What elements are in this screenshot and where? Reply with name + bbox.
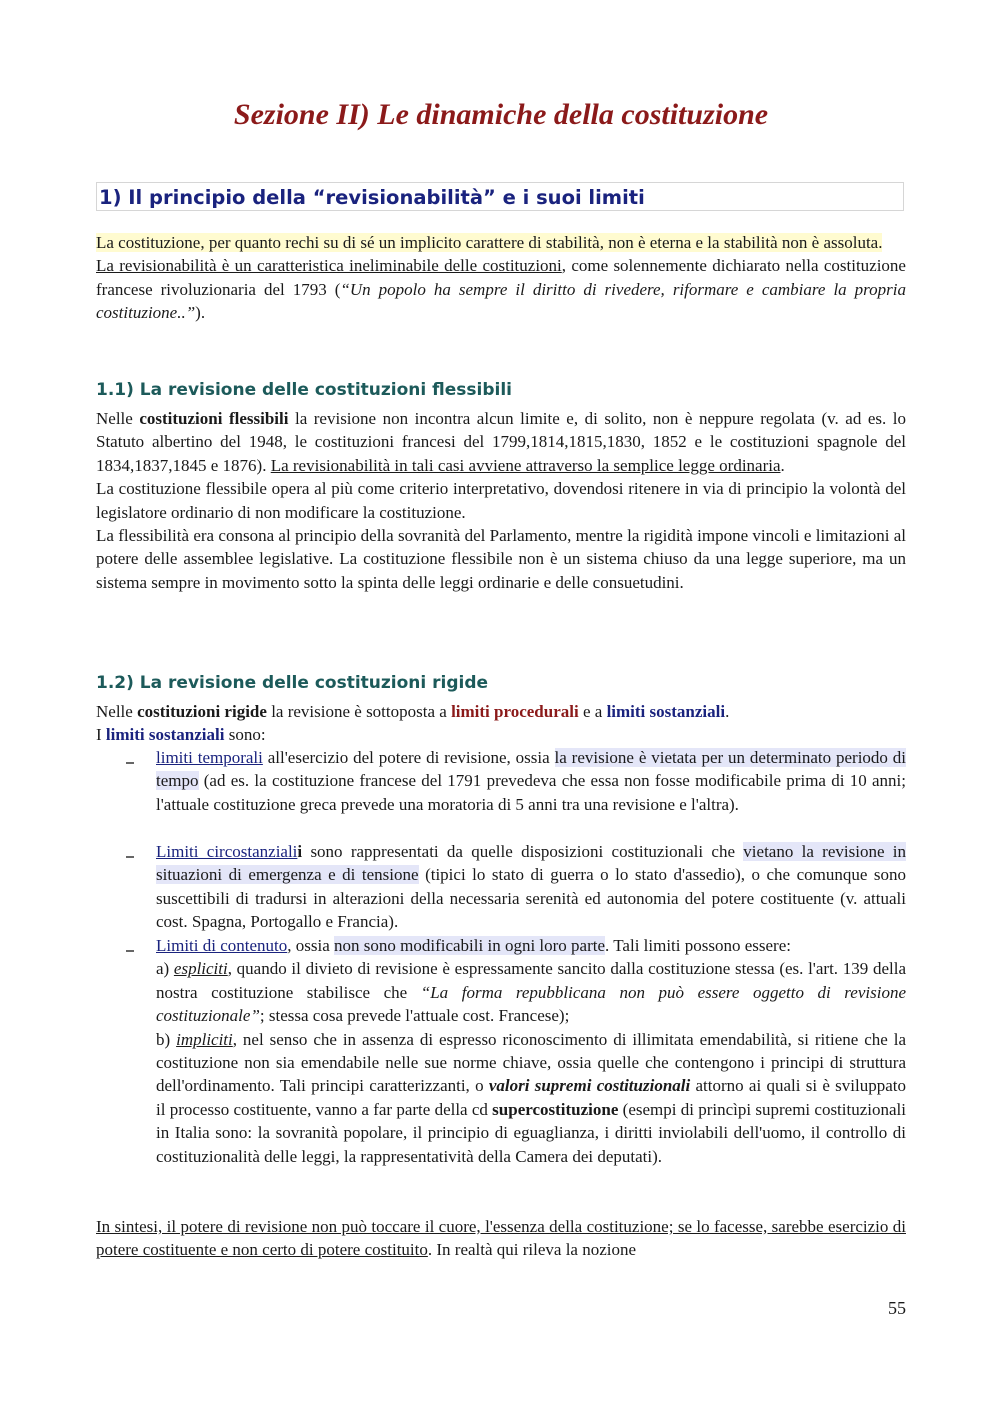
underlined-italic-text: impliciti (176, 1029, 233, 1049)
link-limiti-circostanziali[interactable]: Limiti circostanziali (156, 842, 298, 861)
text: I (96, 725, 106, 745)
text: ; stessa cosa prevede l'attuale cost. Francese); (259, 1006, 570, 1026)
sub-item-explicit (156, 957, 906, 1027)
section-1-2-heading: 1.2) La revisione delle costituzioni rigide (96, 673, 489, 693)
text: all'esercizio del potere di revisione, ossia (262, 748, 555, 767)
paragraph-rigid (96, 700, 906, 723)
text: , ossia (287, 936, 335, 955)
text: attorno ai quali si è sviluppato il processo costituente, vanno a far parte della cd (156, 1076, 906, 1119)
section-1-heading: 1) Il principio della “revisionabilità” e i suoi limiti (96, 182, 904, 211)
bullet-marker (126, 950, 134, 952)
summary-paragraph (96, 1215, 906, 1262)
quote-text: “Un popolo ha sempre il diritto di rivedere, riformare e cambiare la propria costituzione..” (96, 279, 906, 323)
text: , nel senso che in assenza di espresso riconoscimento di illimitata emendabilità, si ritiene che la costituzione non sia emendabile nelle sue norme chiave, ossia quelle che contengono i principi di struttura dell'ordinamento. Tali principi caratterizzanti, o (156, 1029, 906, 1096)
section-1-1-heading: 1.1) La revisione delle costituzioni flessibili (96, 380, 512, 400)
text: a) (156, 959, 174, 979)
text: (tipici lo stato di guerra o lo stato d'assedio), o che comunque sono suscettibili di tradursi in alterazioni della necessaria serenità ed autonomia del potere costituente (v. attuali cost. Spagna, Portogallo e Francia). (156, 865, 906, 932)
section-1-body (96, 231, 906, 325)
highlighted-text: la revisione è vietata per un determinato periodo di tempo (156, 748, 907, 791)
text: sono: (224, 725, 266, 745)
list-item-content (156, 934, 906, 1168)
text: ). (195, 303, 206, 323)
highlighted-text: La costituzione, per quanto rechi su di sé un implicito carattere di stabilità, non è eterna e la stabilità non è assoluta. (96, 233, 883, 252)
paragraph-stability (96, 231, 906, 254)
text: , come solennemente dichiarato nella costituzione francese rivoluzionaria del 1793 ( (96, 256, 906, 299)
red-bold-text: limiti procedurali (451, 702, 579, 721)
list-item-circumstantial (156, 840, 906, 934)
text: (ad es. la costituzione francese del 1791 prevedeva che essa non fosse modificabile prima di 10 anni; l'attuale costituzione greca prevede una moratoria di 5 anni tra una revisione e l'altra). (156, 771, 906, 814)
text: . (725, 702, 730, 721)
text: la revisione non incontra alcun limite e, di solito, non è neppure regolata (v. ad es. lo Statuto albertino del 1948, le costituzioni francesi del 1799,1814,1815,1830, 1852 e le costituzioni spagnole del 1834,1837,1845 e 1876). (96, 409, 906, 475)
text: , quando il divieto di revisione è espressamente sancito dalla costituzione stessa (es. l'art. 139 della nostra costituzione stabilisce che (156, 959, 906, 1002)
text: e a (578, 702, 607, 721)
text: la revisione è sottoposta a (266, 702, 452, 721)
navy-bold-text: limiti sostanziali (606, 702, 726, 721)
paragraph-flexible (96, 407, 906, 477)
section-1-2-intro (96, 700, 906, 747)
text: Nelle (96, 409, 140, 428)
link-limiti-temporali[interactable]: limiti temporali (156, 748, 263, 767)
text: sono rappresentati da quelle disposizioni costituzionali che (302, 842, 744, 861)
paragraph-interpretive: La costituzione flessibile opera al più come criterio interpretativo, dovendosi ritenere in via di principio la volontà del legislatore ordinario di non modificare la costituzione. (96, 479, 906, 522)
bullet-marker (126, 856, 134, 858)
paragraph-limits-intro (96, 723, 906, 746)
quote-text: “La forma repubblicana non può essere oggetto di revisione costituzionale” (156, 982, 906, 1026)
page-title: Sezione II) Le dinamiche della costituzione (233, 98, 769, 131)
bold-italic-text: valori supremi costituzionali (488, 1076, 691, 1096)
link-limiti-di-contenuto[interactable]: Limiti di contenuto (156, 936, 288, 955)
text: (esempi di princìpi supremi costituzionali in Italia sono: la sovranità popolare, il principio di eguaglianza, i diritti inviolabili dell'uomo, il controllo di costituzionalità delle leggi, la rappresentatività della Camera dei deputati). (156, 1099, 906, 1166)
underlined-italic-text: espliciti (173, 959, 228, 979)
text: Nelle (96, 702, 138, 721)
section-1-1-body (96, 407, 906, 594)
paragraph-sovereignty: La flessibilità era consona al principio della sovranità del Parlamento, mentre la rigidità impone vincoli e limitazioni al potere delle assemblee legislative. La costituzione flessibile non è un sistema chiuso da una legge superiore, ma un sistema sempre in movimento sotto la spinta delle leggi ordinarie e delle consuetudini. (96, 526, 906, 592)
text: . (780, 455, 785, 475)
bullet-marker (126, 762, 134, 764)
text: . In realtà qui rileva la nozione (427, 1240, 637, 1260)
underlined-text: La revisionabilità in tali casi avviene attraverso la semplice legge ordinaria (270, 455, 781, 475)
highlighted-text: vietano la revisione in situazioni di emergenza e di tensione (156, 842, 907, 885)
list-item-temporal (156, 746, 906, 816)
sub-item-implicit (156, 1028, 906, 1168)
paragraph-revisionability (96, 254, 906, 324)
bold-text: supercostituzione (492, 1099, 619, 1119)
underlined-text: La revisionabilità è un caratteristica ineliminabile delle costituzioni (96, 256, 562, 276)
bold-text: costituzioni flessibili (139, 409, 289, 428)
underlined-text: In sintesi, il potere di revisione non può toccare il cuore, l'essenza della costituzione; se lo facesse, sarebbe esercizio di potere costituente e non certo di potere costituito (96, 1217, 906, 1260)
bold-text: i (297, 842, 303, 861)
navy-bold-text: limiti sostanziali (105, 725, 225, 745)
bold-text: costituzioni rigide (137, 702, 267, 721)
text: b) (156, 1029, 177, 1049)
highlighted-text: non sono modificabili in ogni loro parte (334, 936, 606, 955)
page-number: 55 (888, 1298, 906, 1318)
text: . Tali limiti possono essere: (605, 936, 791, 955)
